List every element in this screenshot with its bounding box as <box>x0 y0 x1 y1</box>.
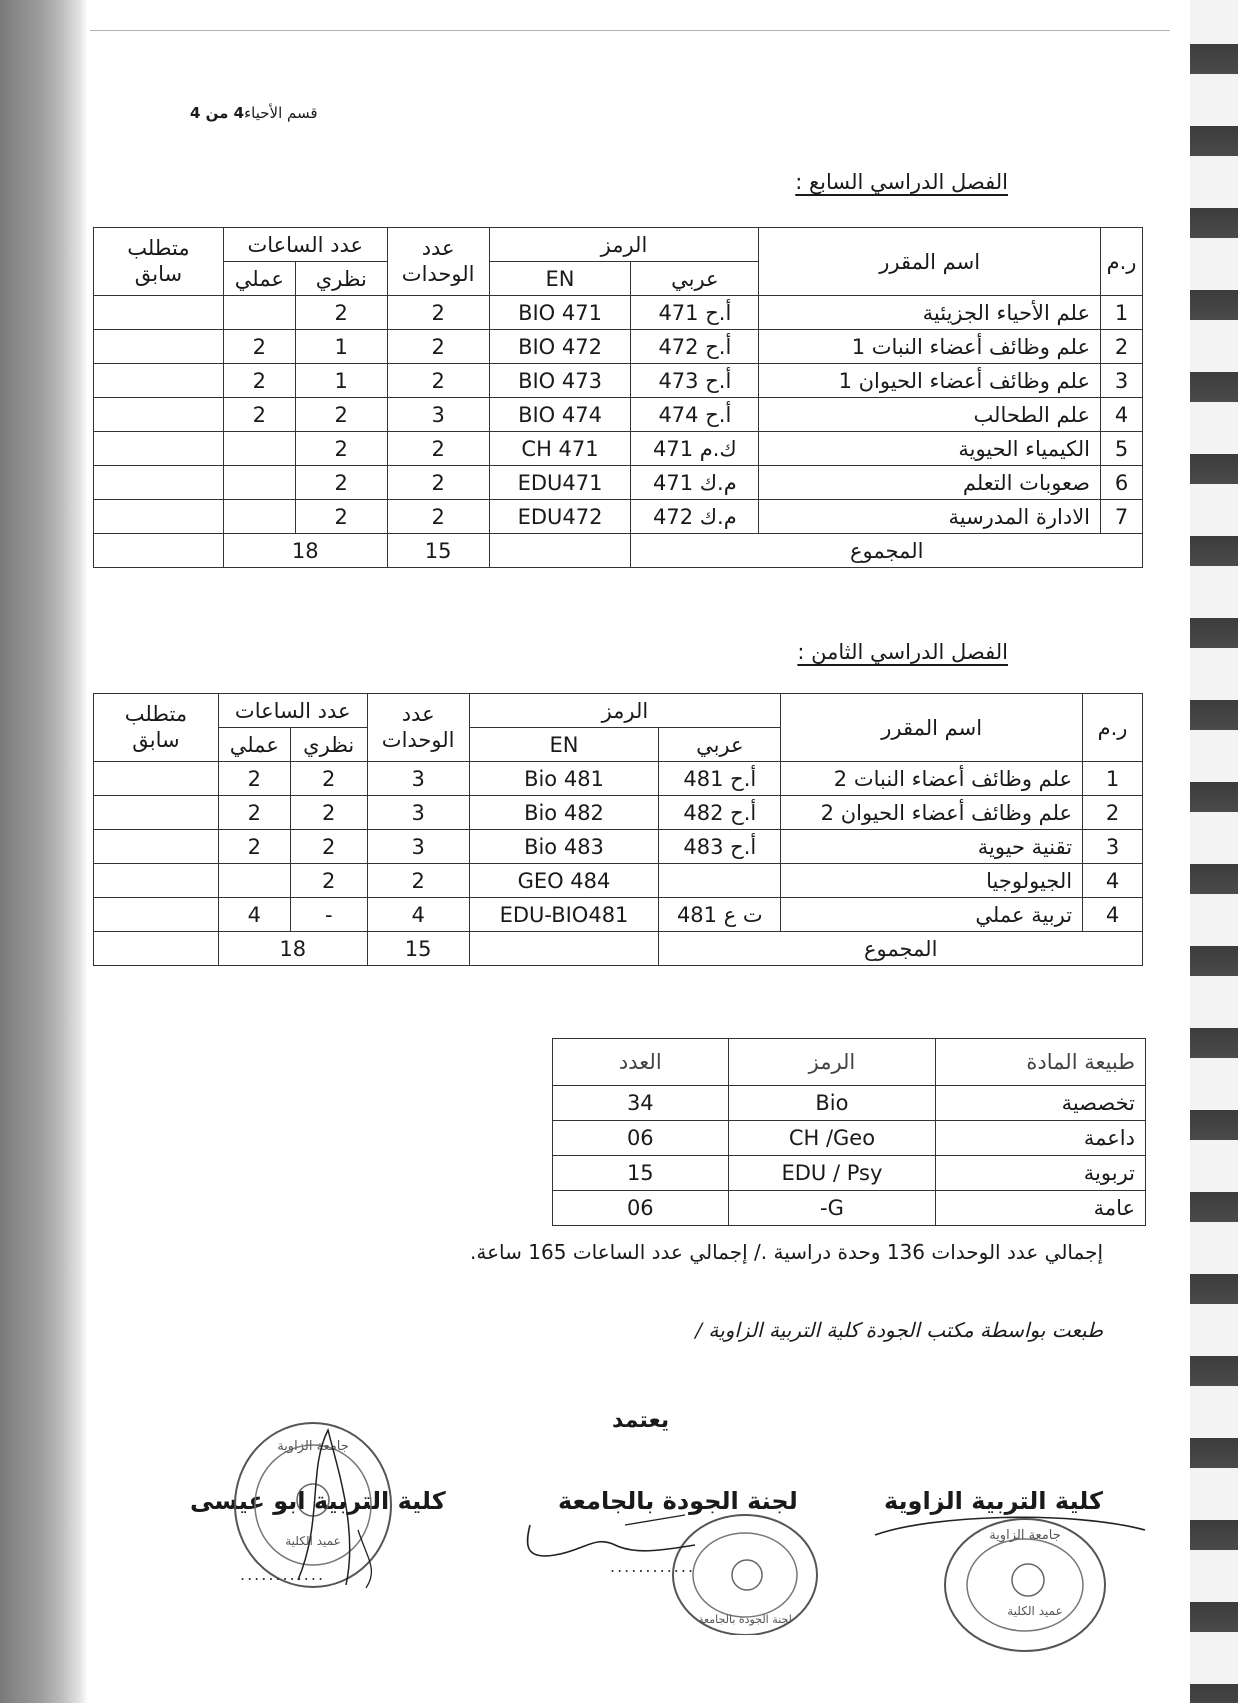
col-code-ar: عربي <box>631 262 759 296</box>
course-num: 4 <box>1101 398 1143 432</box>
col-units-b: الوحدات <box>381 727 455 752</box>
semester7-table <box>93 227 1143 568</box>
semester7-title: الفصل الدراسي السابع : <box>795 170 1008 194</box>
course-prereq <box>94 500 224 534</box>
signatory-right: كلية التربية الزاوية <box>883 1487 1103 1515</box>
col-units-a: عدد <box>401 702 435 727</box>
table-row <box>553 1086 1146 1121</box>
total-label: المجموع <box>631 534 1143 568</box>
course-units: 3 <box>367 762 469 796</box>
course-theory: 2 <box>290 830 367 864</box>
table-row <box>553 1191 1146 1226</box>
course-theory: 2 <box>295 432 387 466</box>
course-code-ar: م.ك 471 <box>631 466 759 500</box>
summary-code: Bio <box>728 1086 936 1121</box>
course-code-en: Bio 483 <box>469 830 659 864</box>
course-prereq <box>94 762 219 796</box>
totals-text: إجمالي عدد الوحدات 136 وحدة دراسية ./ إجمالي عدد الساعات 165 ساعة. <box>470 1240 1103 1264</box>
col-prereq-a: متطلب <box>124 702 188 727</box>
table-row <box>94 296 1143 330</box>
course-prereq <box>94 432 224 466</box>
course-num: 4 <box>1083 898 1143 932</box>
summary-kind: تربوية <box>936 1156 1146 1191</box>
course-prereq <box>94 898 219 932</box>
col-code-ar: عربي <box>659 728 781 762</box>
seal-right-dean: عميد الكلية <box>1007 1604 1063 1618</box>
signatory-center: لجنة الجودة بالجامعة <box>558 1487 798 1515</box>
course-practical: 2 <box>223 364 295 398</box>
table-row <box>94 500 1143 534</box>
course-code-ar: أ.ح 481 <box>659 762 781 796</box>
col-hours: عدد الساعات <box>223 228 387 262</box>
table-row <box>94 364 1143 398</box>
total-units: 15 <box>387 534 489 568</box>
course-units: 3 <box>367 830 469 864</box>
total-units: 15 <box>367 932 469 966</box>
course-code-ar: ت ع 481 <box>659 898 781 932</box>
course-code-ar: أ.ح 482 <box>659 796 781 830</box>
seal-right <box>870 1505 1150 1655</box>
course-theory: 1 <box>295 364 387 398</box>
col-practical: عملي <box>223 262 295 296</box>
course-code-en: BIO 474 <box>489 398 631 432</box>
signatory-left: كلية التربية ابو عيسى <box>190 1487 446 1515</box>
summary-count: 06 <box>553 1121 729 1156</box>
total-empty <box>469 932 659 966</box>
course-num: 1 <box>1083 762 1143 796</box>
course-code-en: Bio 482 <box>469 796 659 830</box>
table-row <box>553 1121 1146 1156</box>
course-units: 2 <box>387 466 489 500</box>
total-empty <box>489 534 631 568</box>
course-name: الادارة المدرسية <box>759 500 1101 534</box>
total-prereq <box>94 932 219 966</box>
course-prereq <box>94 796 219 830</box>
course-num: 7 <box>1101 500 1143 534</box>
course-practical <box>223 500 295 534</box>
course-practical <box>223 466 295 500</box>
course-name: الجيولوجيا <box>781 864 1083 898</box>
col-theory: نظري <box>295 262 387 296</box>
summary-kind: عامة <box>936 1191 1146 1226</box>
course-practical: 2 <box>223 398 295 432</box>
seal-center-text: لجنة الجودة بالجامعة <box>698 1613 792 1626</box>
col-num: ر.م <box>1101 228 1143 296</box>
col-prereq-b: سابق <box>132 727 180 752</box>
table-row <box>94 796 1143 830</box>
course-code-en: Bio 481 <box>469 762 659 796</box>
table-row <box>94 830 1143 864</box>
course-num: 3 <box>1101 364 1143 398</box>
col-code: الرمز <box>469 694 781 728</box>
course-practical: 2 <box>218 796 290 830</box>
course-theory: 1 <box>295 330 387 364</box>
summary-col-count: العدد <box>553 1039 729 1086</box>
course-name: صعوبات التعلم <box>759 466 1101 500</box>
col-num: ر.م <box>1083 694 1143 762</box>
semester7-total-row <box>94 534 1143 568</box>
summary-kind: داعمة <box>936 1121 1146 1156</box>
course-code-ar: أ.ح 471 <box>631 296 759 330</box>
summary-count: 06 <box>553 1191 729 1226</box>
course-code-en: BIO 471 <box>489 296 631 330</box>
course-code-en: EDU472 <box>489 500 631 534</box>
course-practical: 2 <box>218 762 290 796</box>
course-name: علم الأحياء الجزيئية <box>759 296 1101 330</box>
course-code-ar <box>659 864 781 898</box>
course-practical: 4 <box>218 898 290 932</box>
semester8-table <box>93 693 1143 966</box>
course-code-en: CH 471 <box>489 432 631 466</box>
col-prereq <box>94 228 224 296</box>
seal-left-dean: عميد الكلية <box>285 1534 341 1548</box>
course-theory: - <box>290 898 367 932</box>
col-name: اسم المقرر <box>759 228 1101 296</box>
course-num: 2 <box>1101 330 1143 364</box>
seal-right-univ: جامعة الزاوية <box>989 1528 1061 1543</box>
course-units: 2 <box>387 364 489 398</box>
course-name: تقنية حيوية <box>781 830 1083 864</box>
department-label: قسم الأحياء <box>244 104 318 122</box>
course-name: علم وظائف أعضاء الحيوان 1 <box>759 364 1101 398</box>
course-units: 2 <box>387 432 489 466</box>
summary-code: CH /Geo <box>728 1121 936 1156</box>
col-units-b: الوحدات <box>401 261 475 286</box>
course-units: 2 <box>367 864 469 898</box>
course-name: علم وظائف أعضاء النبات 1 <box>759 330 1101 364</box>
course-theory: 2 <box>295 466 387 500</box>
binding-holes <box>1190 0 1238 1703</box>
course-practical: 2 <box>223 330 295 364</box>
course-code-ar: أ.ح 483 <box>659 830 781 864</box>
course-prereq <box>94 330 224 364</box>
summary-kind: تخصصية <box>936 1086 1146 1121</box>
total-prereq <box>94 534 224 568</box>
summary-col-code: الرمز <box>728 1039 936 1086</box>
course-prereq <box>94 296 224 330</box>
table-row <box>94 432 1143 466</box>
course-name: تربية عملي <box>781 898 1083 932</box>
course-num: 1 <box>1101 296 1143 330</box>
seal-left-univ: جامعة الزاوية <box>277 1439 349 1454</box>
course-code-en: BIO 472 <box>489 330 631 364</box>
col-units-a: عدد <box>421 236 455 261</box>
course-theory: 2 <box>290 762 367 796</box>
summary-code: G- <box>728 1191 936 1226</box>
signature-dots-center: ............ <box>610 1557 696 1576</box>
course-name: علم وظائف أعضاء النبات 2 <box>781 762 1083 796</box>
col-practical: عملي <box>218 728 290 762</box>
course-code-en: EDU471 <box>489 466 631 500</box>
course-num: 6 <box>1101 466 1143 500</box>
table-row <box>94 398 1143 432</box>
summary-col-kind: طبيعة المادة <box>936 1039 1146 1086</box>
table-row <box>94 864 1143 898</box>
total-hours: 18 <box>223 534 387 568</box>
total-label: المجموع <box>659 932 1143 966</box>
course-practical <box>218 864 290 898</box>
top-rule <box>90 30 1170 31</box>
table-row <box>94 330 1143 364</box>
course-name: الكيمياء الحيوية <box>759 432 1101 466</box>
course-num: 3 <box>1083 830 1143 864</box>
course-units: 2 <box>387 296 489 330</box>
table-row <box>94 762 1143 796</box>
course-units: 3 <box>367 796 469 830</box>
total-hours: 18 <box>218 932 367 966</box>
course-practical <box>223 296 295 330</box>
col-units <box>367 694 469 762</box>
semester8-title: الفصل الدراسي الثامن : <box>797 640 1008 664</box>
course-units: 4 <box>367 898 469 932</box>
course-practical <box>223 432 295 466</box>
course-prereq <box>94 864 219 898</box>
course-units: 2 <box>387 500 489 534</box>
printed-by: طبعت بواسطة مكتب الجودة كلية التربية الزاوية / <box>695 1318 1103 1342</box>
course-num: 4 <box>1083 864 1143 898</box>
col-code-en: EN <box>489 262 631 296</box>
summary-table <box>552 1038 1146 1226</box>
course-code-ar: م.ك 472 <box>631 500 759 534</box>
col-code-en: EN <box>469 728 659 762</box>
course-code-ar: أ.ح 474 <box>631 398 759 432</box>
col-hours: عدد الساعات <box>218 694 367 728</box>
course-theory: 2 <box>295 500 387 534</box>
course-name: علم وظائف أعضاء الحيوان 2 <box>781 796 1083 830</box>
col-name: اسم المقرر <box>781 694 1083 762</box>
course-practical: 2 <box>218 830 290 864</box>
page-number: 4 من 4 <box>190 104 245 122</box>
course-units: 3 <box>387 398 489 432</box>
course-prereq <box>94 364 224 398</box>
course-theory: 2 <box>290 796 367 830</box>
col-units <box>387 228 489 296</box>
col-theory: نظري <box>290 728 367 762</box>
course-prereq <box>94 466 224 500</box>
course-units: 2 <box>387 330 489 364</box>
course-code-ar: أ.ح 472 <box>631 330 759 364</box>
course-theory: 2 <box>290 864 367 898</box>
semester8-total-row <box>94 932 1143 966</box>
col-code: الرمز <box>489 228 759 262</box>
course-code-en: EDU-BIO481 <box>469 898 659 932</box>
page-header <box>190 104 318 122</box>
course-code-en: GEO 484 <box>469 864 659 898</box>
signature-dots-left: ............ <box>240 1565 326 1584</box>
course-name: علم الطحالب <box>759 398 1101 432</box>
col-prereq-a: متطلب <box>127 236 190 261</box>
summary-count: 34 <box>553 1086 729 1121</box>
course-theory: 2 <box>295 296 387 330</box>
course-prereq <box>94 398 224 432</box>
summary-code: EDU / Psy <box>728 1156 936 1191</box>
course-code-ar: أ.ح 473 <box>631 364 759 398</box>
course-prereq <box>94 830 219 864</box>
course-theory: 2 <box>295 398 387 432</box>
table-row <box>94 898 1143 932</box>
col-prereq-b: سابق <box>134 261 183 286</box>
summary-count: 15 <box>553 1156 729 1191</box>
course-code-en: BIO 473 <box>489 364 631 398</box>
table-row <box>553 1156 1146 1191</box>
course-num: 2 <box>1083 796 1143 830</box>
scan-shadow <box>0 0 88 1703</box>
col-prereq <box>94 694 219 762</box>
course-code-ar: ك.م 471 <box>631 432 759 466</box>
table-row <box>94 466 1143 500</box>
course-num: 5 <box>1101 432 1143 466</box>
approval-label: يعتمد <box>612 1408 670 1433</box>
